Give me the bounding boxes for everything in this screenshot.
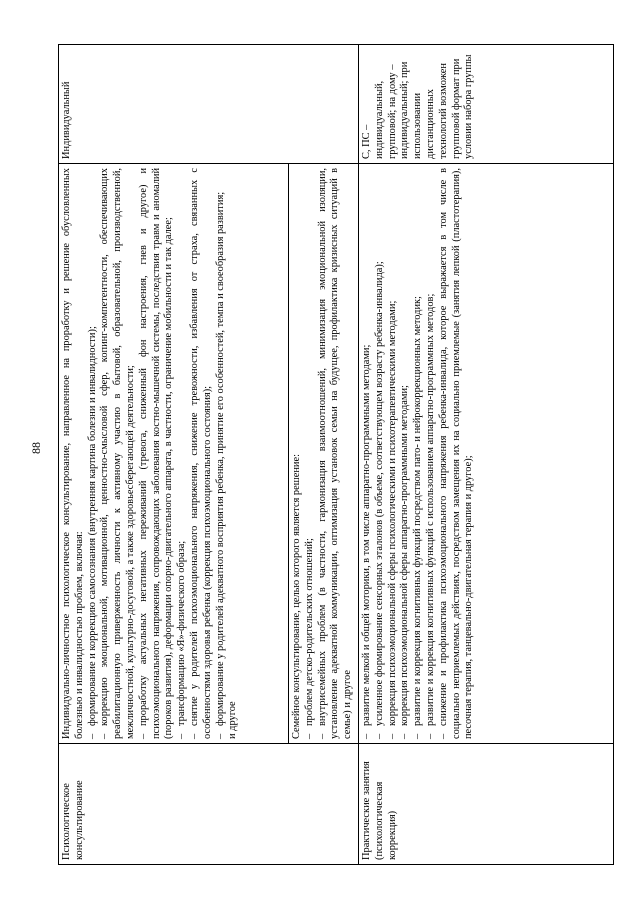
description-cell: [359, 164, 614, 744]
description-cell: [59, 164, 289, 744]
list-item: –формирование у родителей адекватного восприятия ребенка, принятие его особенностей, темпа и своеобразия развития;: [214, 191, 226, 739]
list-item: –формирование и коррекцию самосознания (внутренняя картина болезни и инвалидности);: [86, 326, 98, 739]
list-item: –внутрисемейных проблем (в частности, гармонизация взаимоотношений, минимизация эмоциональной изоляции, установление адекватной коммуникации, оптимизация установок семьи на будущее, профилактика кризисных ситуаций в семье) и другое: [316, 168, 354, 739]
description-cell: [289, 164, 359, 744]
list-item: –коррекция психоэмоциональной сферы психологическими и психотерапевтическими методами;: [386, 300, 398, 739]
rotated-table-container: [58, 45, 613, 865]
list-item: –развитие и коррекция когнитивных функций с использованием аппаратно-программных методов;: [424, 293, 436, 739]
list-item: –развитие мелкой и общей моторики, в том числе аппаратно-программными методами;: [361, 344, 372, 739]
table-row: [359, 45, 614, 865]
list-item: –развитие и коррекция когнитивных функций посредством пато- и нейрокоррекционных методик;: [412, 296, 424, 739]
list-item: и другое: [227, 701, 239, 739]
list-item: –проработку актуальных негативных переживаний (тревога, сниженный фон настроения, гнев и другое) и психоэмоционального напряжения, сопровождающих заболевания костно-мышечной системы, последствия травм и аномалий (пороков развития), деформации опорно-двигательного аппарата, в частности, ограничение мобильности и так далее;: [137, 168, 175, 739]
table-row: [289, 45, 359, 865]
list-item: –коррекция психоэмоциональной сферы аппаратно-программными методами;: [399, 385, 411, 739]
page-number: 88: [29, 442, 43, 454]
list-item: –проблем детско-родительских отношений;: [303, 538, 315, 739]
service-name-cell: Психологическое консультирование: [59, 744, 359, 865]
cell-intro: Семейное консультирование, целью которого является решение:: [291, 454, 302, 739]
list-item: –усиленное формирование сенсорных эталонов (в объеме, соответствующем возрасту ребенка-инвалида);: [373, 261, 385, 739]
rehabilitation-table: [58, 44, 614, 865]
format-cell: Индивидуальный: [59, 45, 359, 164]
list-item: –трансформацию «Я»-физического образа;: [176, 540, 188, 739]
list-item: –снижение и профилактика психоэмоционального напряжения ребенка-инвалида, которое выражается в том числе в социально неприемлемых действиях, посредством замещения их на социально приемлемые (занятия лепкой (пластотерапия), песочная терапия, танцевально-двигательная терапия и другое);: [437, 168, 475, 739]
list-item: –коррекцию эмоциональной, мотивационной, ценностно-смысловой сфер, копинг-компетентности, обеспечивающих реабилитационную приверженность личности к активному участию в бытовой, образовательной, производственной, межличностной, культурно-досуговой, а также здоровьесберегающей деятельности;: [99, 168, 136, 739]
format-cell: С, ПС – индивидуальный, групповой; на дому – индивидуальный; при использовании дистанционных технологий возможен групповой формат при условии набора группы: [359, 45, 614, 164]
cell-intro: Индивидуально-личностное психологическое консультирование, направленное на проработку и решение обусловленных болезнью и инвалидностью проблем, включая:: [61, 168, 85, 739]
list-item: –снятие у родителей психоэмоционального напряжения, снижение тревожности, избавления от страха, связанных с особенностями здоровья ребенка (коррекция психоэмоционального состояния);: [188, 168, 213, 739]
service-name-cell: Практические занятия (психологическая коррекция): [359, 744, 614, 865]
table-row: [59, 45, 289, 865]
